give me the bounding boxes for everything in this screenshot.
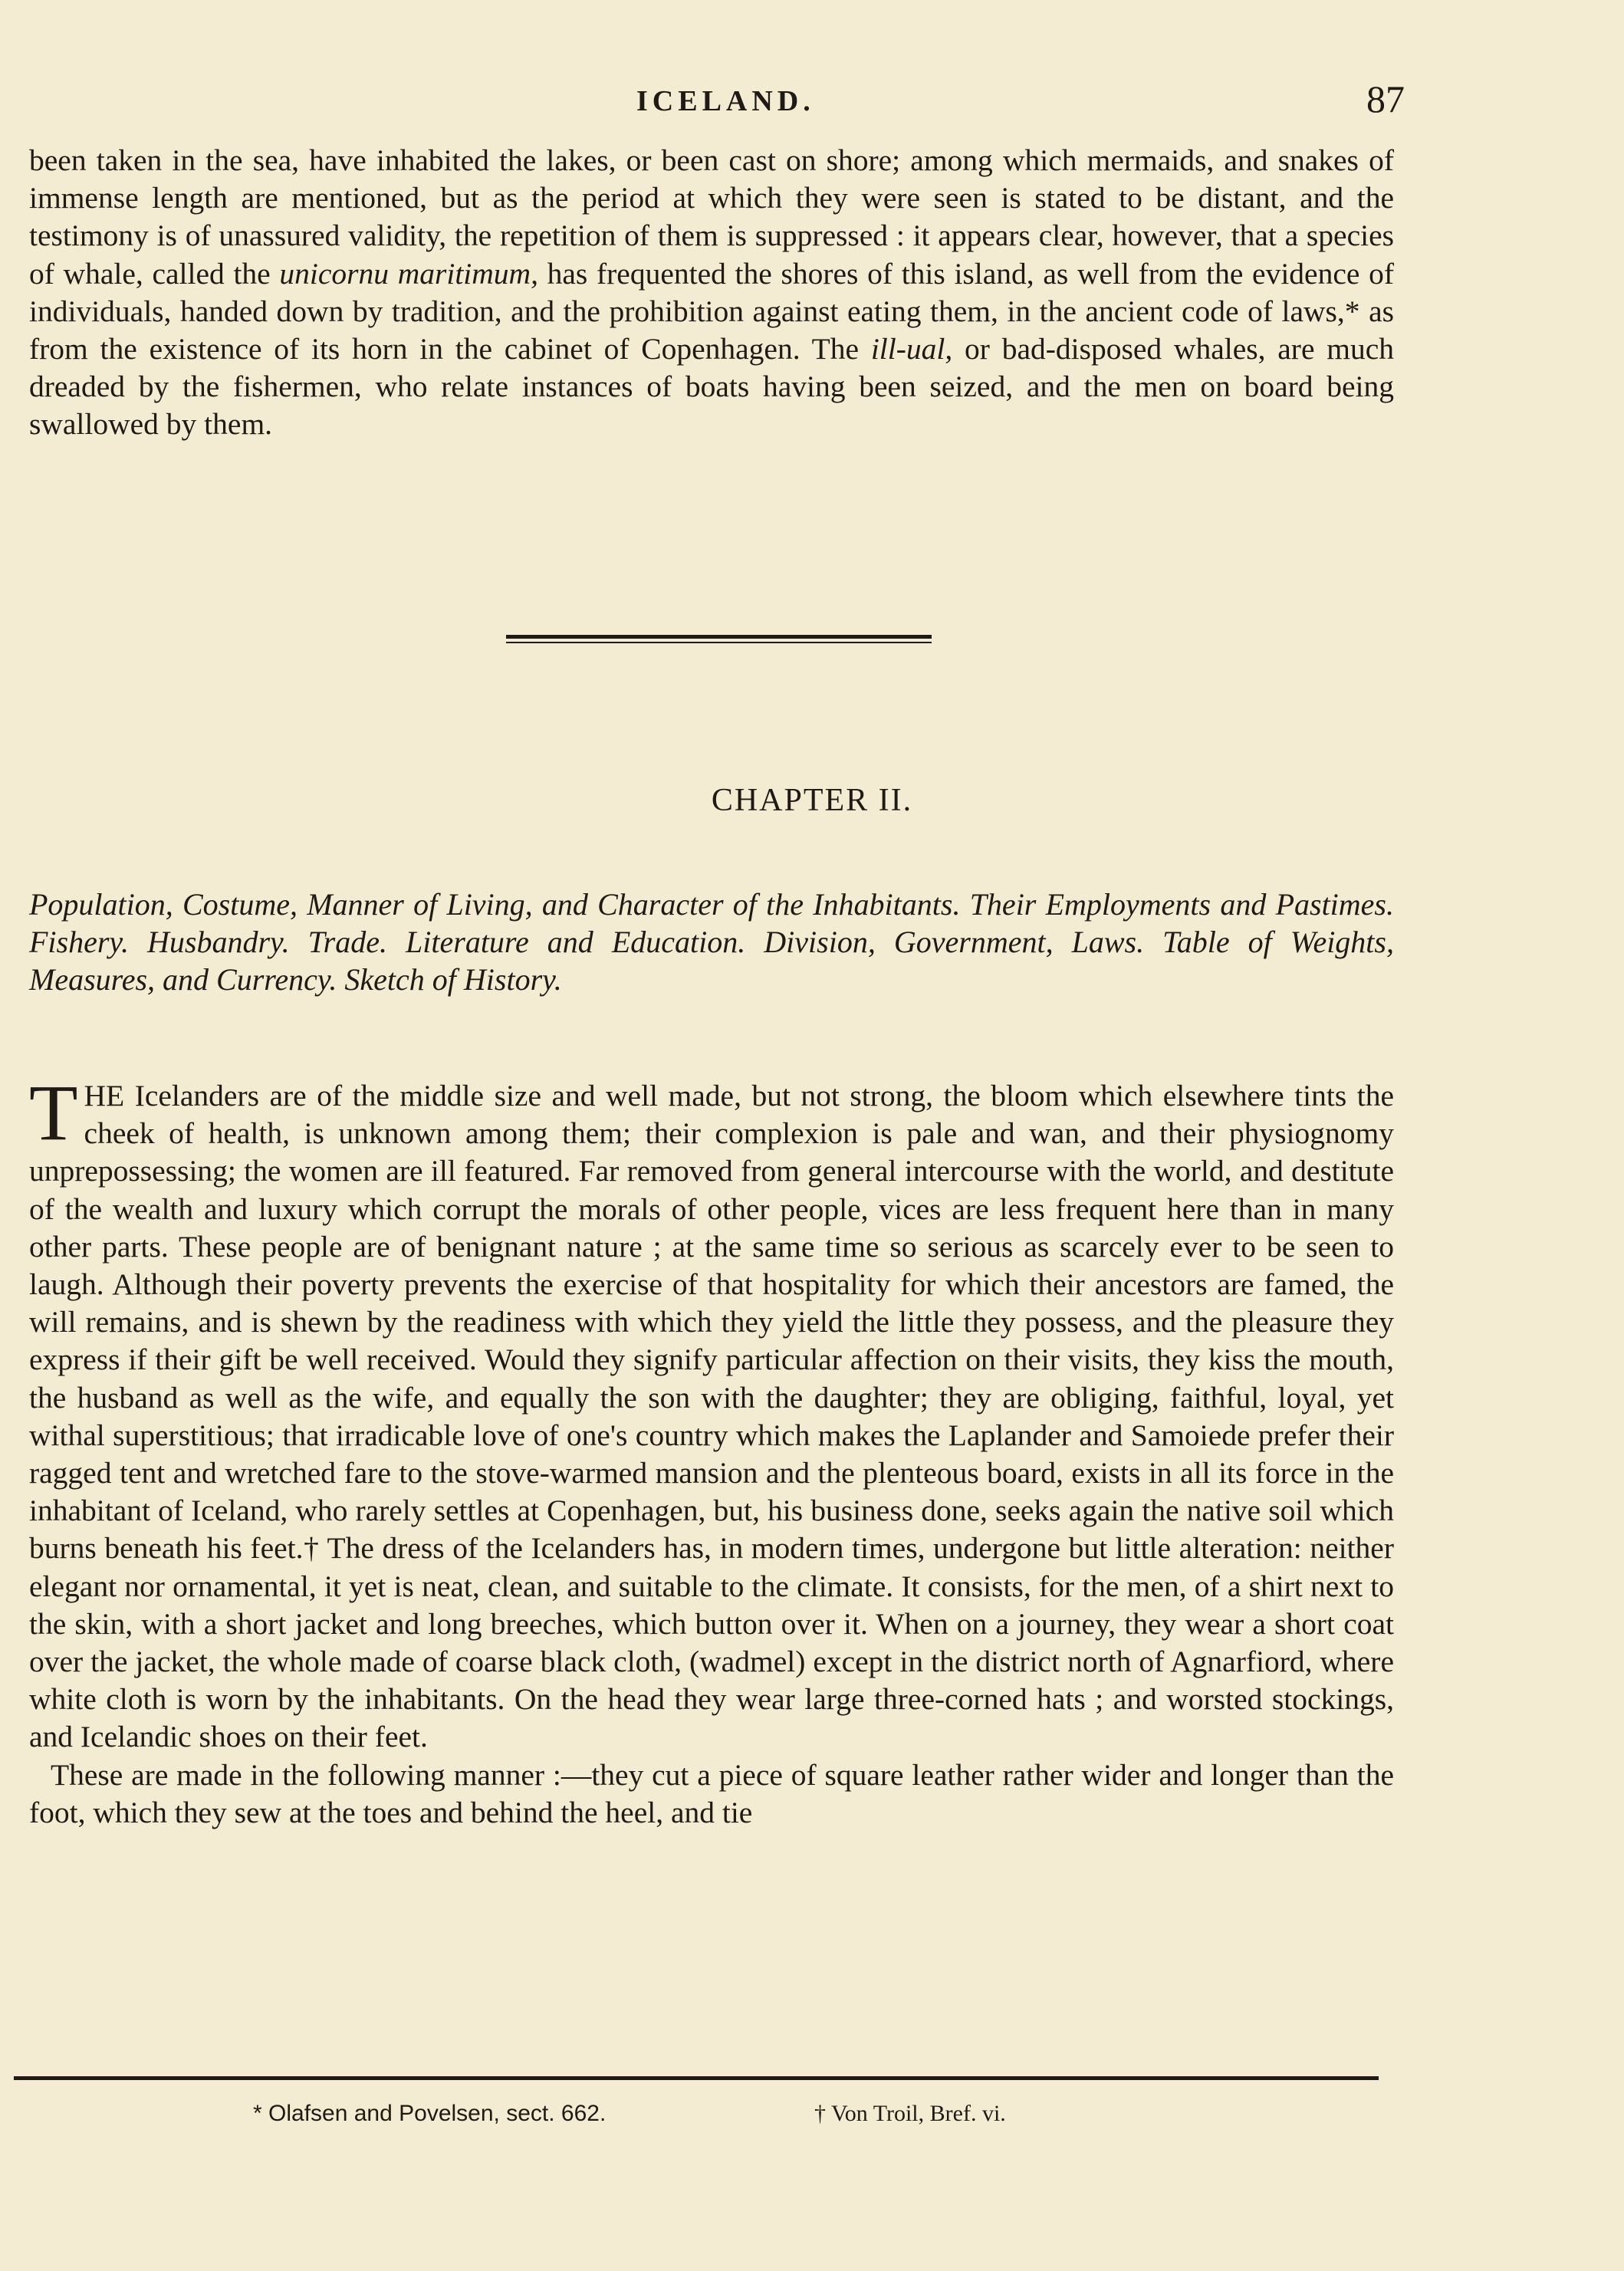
chapter-heading: CHAPTER II. bbox=[711, 783, 913, 818]
page-number: 87 bbox=[1366, 77, 1405, 120]
drop-cap: T bbox=[29, 1069, 78, 1157]
chapter-summary: Population, Costume, Manner of Living, and Character of the Inhabitants. Their Employments and Pastimes. Fishery. Husbandry. Trade. Literature and Education. Division, Government, Laws. Table of Weights, Measures, and Currency. Sketch of History. bbox=[29, 887, 1394, 997]
opening-paragraph bbox=[29, 142, 1394, 444]
italic-term: ill-ual, bbox=[870, 332, 953, 366]
running-title: ICELAND. bbox=[636, 85, 815, 117]
paragraph-text: HE Icelanders are of the middle size and well made, but not strong, the bloom which elsewhere tints the cheek of health, is unknown among them; their complexion is pale and wan, and their physiognomy unprepossessing; the women are ill featured. Far removed from general intercourse with the world, and destitute of the wealth and luxury which corrupt the morals of other people, vices are less frequent here than in many other parts. These people are of benignant nature ; at the same time so serious as scarcely ever to be seen to laugh. Although their poverty prevents the exercise of that hospitality for which their ancestors are famed, the will remains, and is shewn by the readiness with which they yield the little they possess, and the pleasure they express if their gift be well received. Would they signify particular affection on their visits, they kiss the mouth, the husband as well as the wife, and equally the son with the daughter; they are obliging, faithful, loyal, yet withal superstitious; that irradicable love of one's country which makes the Laplander and Samoiede prefer their ragged tent and wretched fare to the stove-warmed mansion and the plenteous board, exists in all its force in the inhabitant of Iceland, who rarely settles at Copenhagen, but, his business done, seeks again the native soil which burns beneath his feet.† The dress of the Icelanders has, in modern times, undergone but little alteration: neither elegant nor ornamental, it yet is neat, clean, and suitable to the climate. It consists, for the men, of a shirt next to the skin, with a short jacket and long breeches, which button over it. When on a journey, they wear a short coat over the jacket, the whole made of coarse black cloth, (wadmel) except in the district north of Agnarfiord, where white cloth is worn by the inhabitants. On the head they wear large three-corned hats ; and worsted stockings, and Icelandic shoes on their feet. bbox=[29, 1079, 1394, 1754]
paragraph-text: has frequented the shores of this island, as well from the evidence of individuals, handed down by tradition, and the prohibition against eating them, in the ancient code of laws,* as from the existence of its horn in the cabinet of Copenhagen. The bbox=[29, 256, 1394, 366]
paragraph-text: been taken in the sea, have inhabited the lakes, or been cast on shore; among which mermaids, and snakes of immense length are mentioned, but as the period at which they were seen is stated to be distant, and the testimony is of unassured validity, the repetition of them is suppressed : it appears clear, however, that a species of whale, called the bbox=[29, 143, 1394, 291]
footnote-2: † Von Troil, Bref. vi. bbox=[814, 2101, 1006, 2126]
paragraph-text: or bad-disposed whales, are much dreaded by the fishermen, who relate instances of boats having been seized, and the men on board being swallowed by them. bbox=[29, 332, 1395, 442]
running-head bbox=[0, 77, 1624, 123]
italic-term: unicornu maritimum, bbox=[279, 256, 538, 291]
chapter-body bbox=[29, 1069, 1394, 1832]
paragraph-text: These are made in the following manner :—they cut a piece of square leather rather wider and longer than the foot, which they sew at the toes and behind the heel, and tie bbox=[29, 1757, 1394, 1829]
footnote-1: * Olafsen and Povelsen, sect. 662. bbox=[253, 2101, 607, 2126]
footnote-rule bbox=[14, 2076, 1379, 2080]
section-divider bbox=[506, 635, 932, 646]
footnotes bbox=[0, 2101, 1624, 2131]
